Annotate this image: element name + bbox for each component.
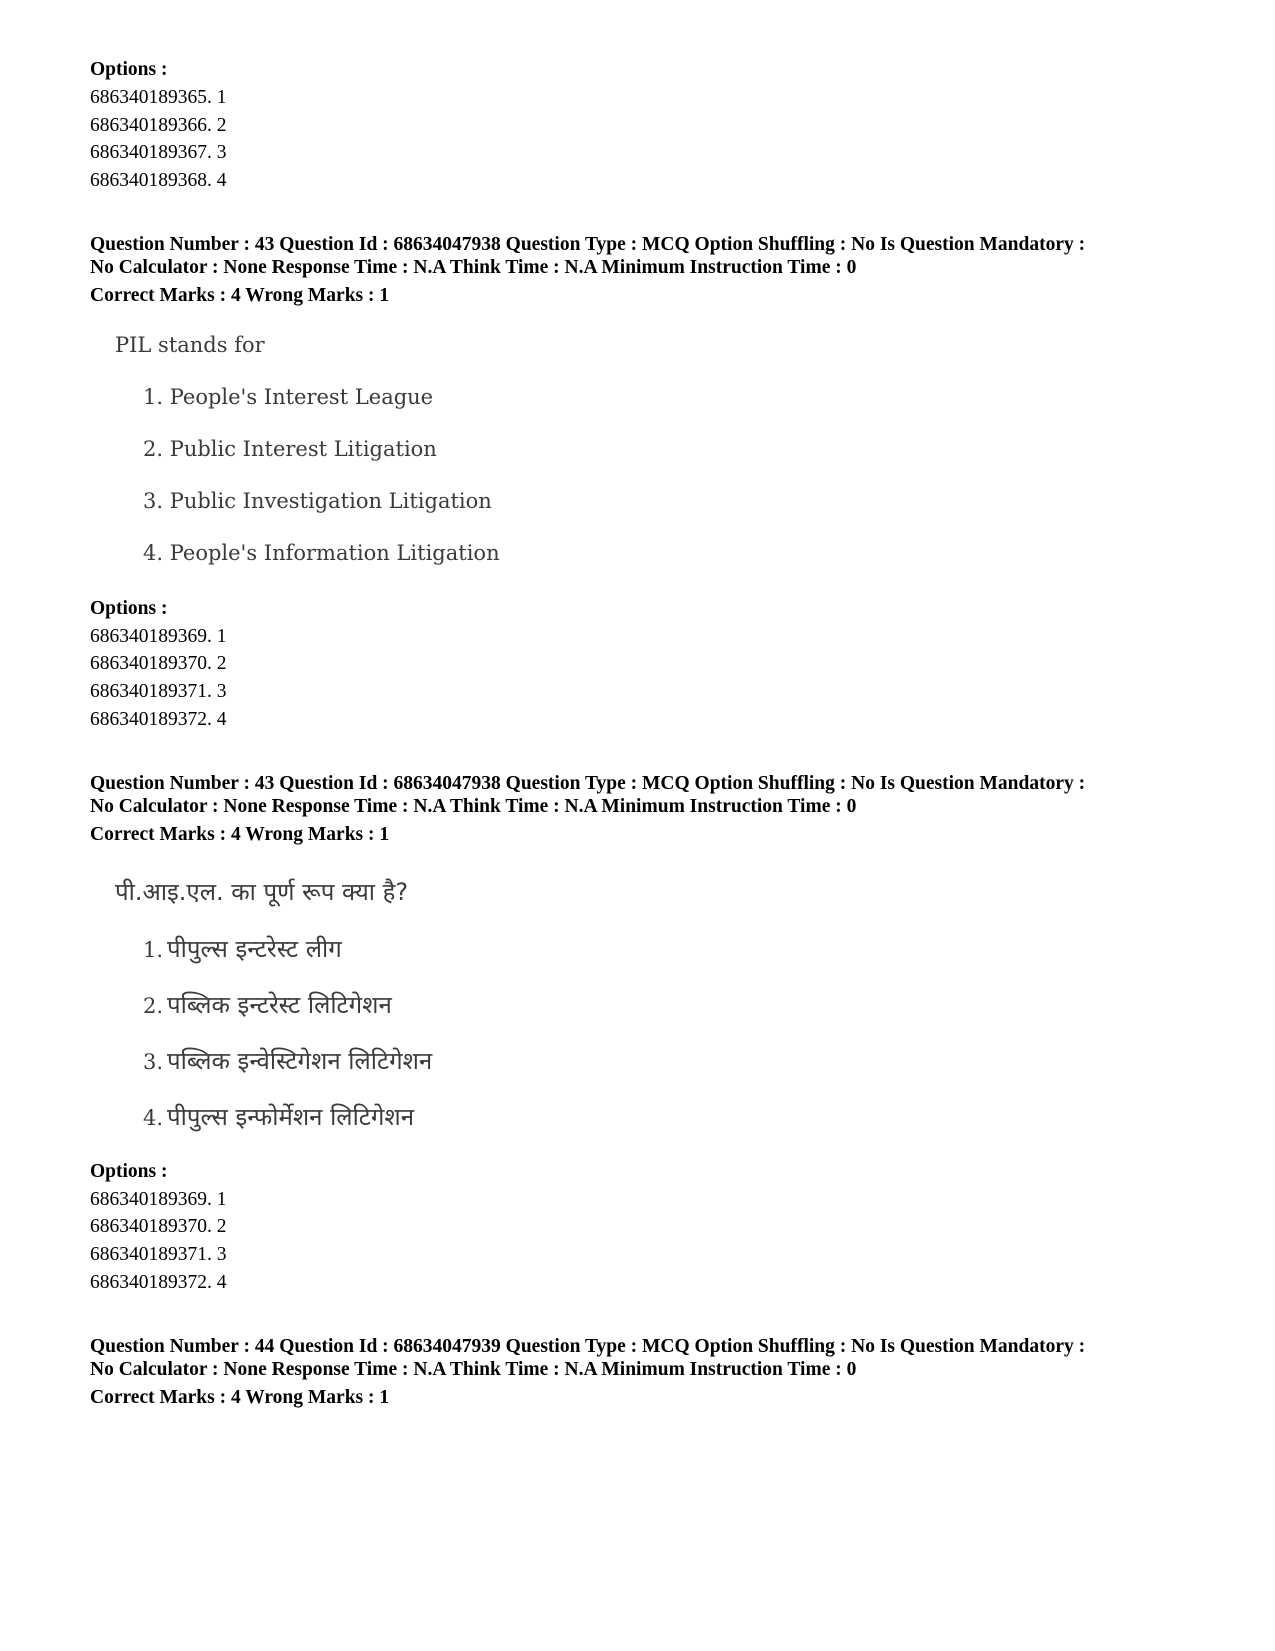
question-marks: Correct Marks : 4 Wrong Marks : 1 <box>90 824 390 845</box>
option-item: 686340189368. 4 <box>90 170 227 191</box>
options-label: Options : <box>90 59 168 80</box>
question-choice <box>143 988 392 1021</box>
choice-text: पीपुल्स इन्फोर्मेशन लिटिगेशन <box>167 1103 415 1131</box>
option-item: 686340189370. 2 <box>90 1216 227 1237</box>
question-meta-line-1: Question Number : 44 Question Id : 68634047939 Question Type : MCQ Option Shuffling : No Is Question Mandatory : <box>90 1336 1086 1357</box>
question-meta-line-2: No Calculator : None Response Time : N.A Think Time : N.A Minimum Instruction Time : 0 <box>90 1359 857 1380</box>
option-item: 686340189370. 2 <box>90 653 227 674</box>
option-item: 686340189372. 4 <box>90 1272 227 1293</box>
option-item: 686340189366. 2 <box>90 115 227 136</box>
option-item: 686340189369. 1 <box>90 626 227 647</box>
question-stem: PIL stands for <box>115 333 265 357</box>
option-item: 686340189371. 3 <box>90 1244 227 1265</box>
question-stem: पी.आइ.एल. का पूर्ण रूप क्या है? <box>115 878 409 906</box>
question-choice <box>143 932 342 965</box>
question-marks: Correct Marks : 4 Wrong Marks : 1 <box>90 1387 390 1408</box>
question-choice: 3. Public Investigation Litigation <box>143 489 492 513</box>
option-item: 686340189369. 1 <box>90 1189 227 1210</box>
choice-text: पब्लिक इन्टरेस्ट लिटिगेशन <box>167 991 392 1019</box>
choice-number: 3. <box>143 1050 164 1074</box>
choice-number: 2. <box>143 994 164 1018</box>
question-meta-line-2: No Calculator : None Response Time : N.A Think Time : N.A Minimum Instruction Time : 0 <box>90 796 857 817</box>
question-choice <box>143 1044 432 1077</box>
options-label: Options : <box>90 598 168 619</box>
question-choice: 4. People's Information Litigation <box>143 541 500 565</box>
option-item: 686340189372. 4 <box>90 709 227 730</box>
question-marks: Correct Marks : 4 Wrong Marks : 1 <box>90 285 390 306</box>
choice-text: पीपुल्स इन्टरेस्ट लीग <box>167 935 342 963</box>
option-item: 686340189365. 1 <box>90 87 227 108</box>
question-meta-line-2: No Calculator : None Response Time : N.A Think Time : N.A Minimum Instruction Time : 0 <box>90 257 857 278</box>
choice-number: 1. <box>143 938 164 962</box>
question-meta-line-1: Question Number : 43 Question Id : 68634047938 Question Type : MCQ Option Shuffling : No Is Question Mandatory : <box>90 773 1086 794</box>
question-choice: 2. Public Interest Litigation <box>143 437 437 461</box>
question-choice: 1. People's Interest League <box>143 385 434 409</box>
option-item: 686340189367. 3 <box>90 142 227 163</box>
question-choice <box>143 1100 414 1133</box>
choice-number: 4. <box>143 1106 164 1130</box>
option-item: 686340189371. 3 <box>90 681 227 702</box>
question-meta-line-1: Question Number : 43 Question Id : 68634047938 Question Type : MCQ Option Shuffling : No Is Question Mandatory : <box>90 234 1086 255</box>
options-label: Options : <box>90 1161 168 1182</box>
choice-text: पब्लिक इन्वेस्टिगेशन लिटिगेशन <box>167 1047 433 1075</box>
